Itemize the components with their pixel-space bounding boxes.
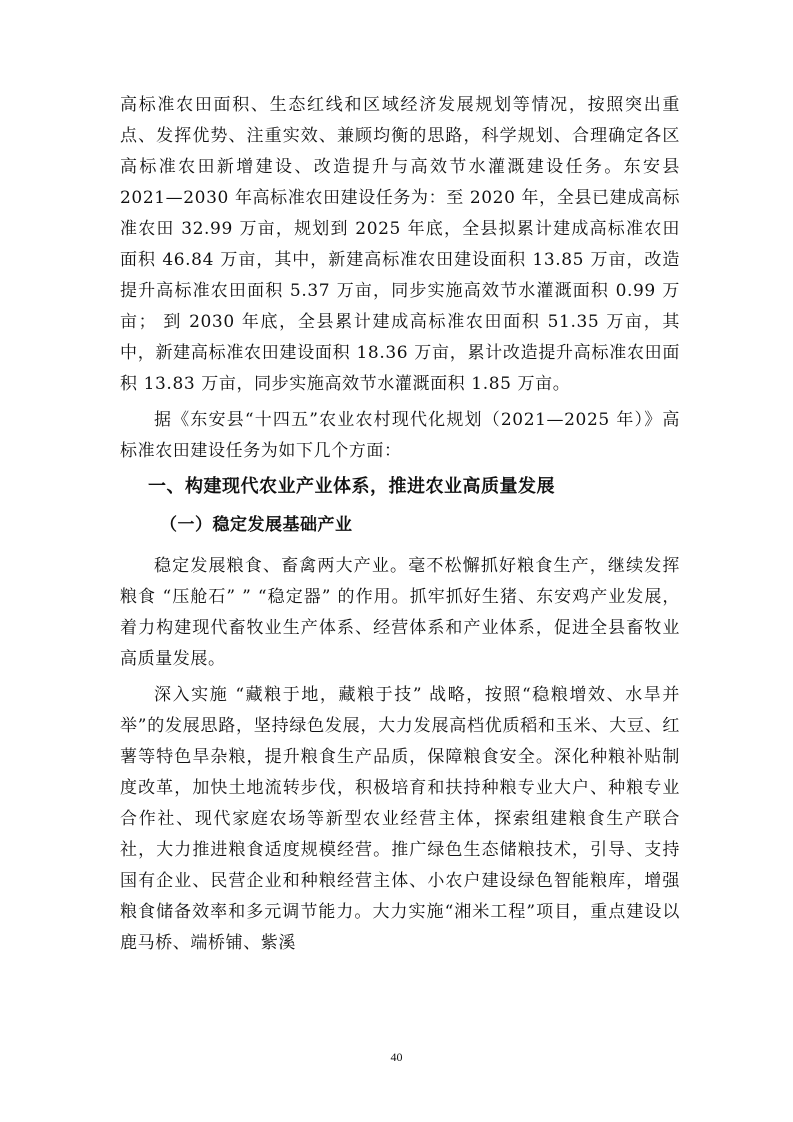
section-heading: 一、构建现代农业产业体系，推进农业高质量发展	[148, 476, 555, 497]
subsection-heading: （一）稳定发展基础产业	[160, 515, 353, 535]
document-body	[120, 90, 680, 959]
body-paragraph-3: 稳定发展粮食、畜禽两大产业。毫不松懈抓好粮食生产，继续发挥粮食 “压舱石” ” “稳定器” 的作用。抓牢抓好生猪、东安鸡产业发展，着力构建现代畜牧业生产体系、经营体系和产业体系，促进全县畜牧业高质量发展。	[120, 556, 680, 669]
body-paragraph-4: 深入实施 “藏粮于地，藏粮于技” 战略，按照“稳粮增效、水旱并举”的发展思路，坚持绿色发展，大力发展高档优质稻和玉米、大豆、红薯等特色旱杂粮，提升粮食生产品质，保障粮食安全。深化种粮补贴制度改革，加快土地流转步伐，积极培育和扶持种粮专业大户、种粮专业合作社、现代家庭农场等新型农业经营主体，探索组建粮食生产联合社，大力推进粮食适度规模经营。推广绿色生态储粮技术，引导、支持国有企业、民营企业和种粮经营主体、小农户建设绿色智能粮库，增强粮食储备效率和多元调节能力。大力实施“湘米工程”项目，重点建设以鹿马桥、端桥铺、紫溪	[120, 685, 680, 953]
body-paragraph-1: 高标准农田面积、生态红线和区域经济发展规划等情况，按照突出重点、发挥优势、注重实效、兼顾均衡的思路，科学规划、合理确定各区高标准农田新增建设、改造提升与高效节水灌溉建设任务。东安县 2021—2030 年高标准农田建设任务为：至 2020 年，全县已建成高标准农田 32.99 万亩，规划到 2025 年底，全县拟累计建成高标准农田面积 46.84 万亩，其中，新建高标准农田建设面积 13.85 万亩，改造提升高标准农田面积 5.37 万亩，同步实施高效节水灌溉面积 0.99 万亩； 到 2030 年底，全县累计建成高标准农田面积 51.35 万亩，其中，新建高标准农田建设面积 18.36 万亩，累计改造提升高标准农田面积 13.83 万亩，同步实施高效节水灌溉面积 1.85 万亩。	[120, 95, 680, 394]
body-paragraph-2: 据《东安县“十四五”农业农村现代化规划（2021—2025 年）》高标准农田建设任务为如下几个方面：	[120, 410, 680, 461]
page-number: 40	[390, 1050, 403, 1064]
